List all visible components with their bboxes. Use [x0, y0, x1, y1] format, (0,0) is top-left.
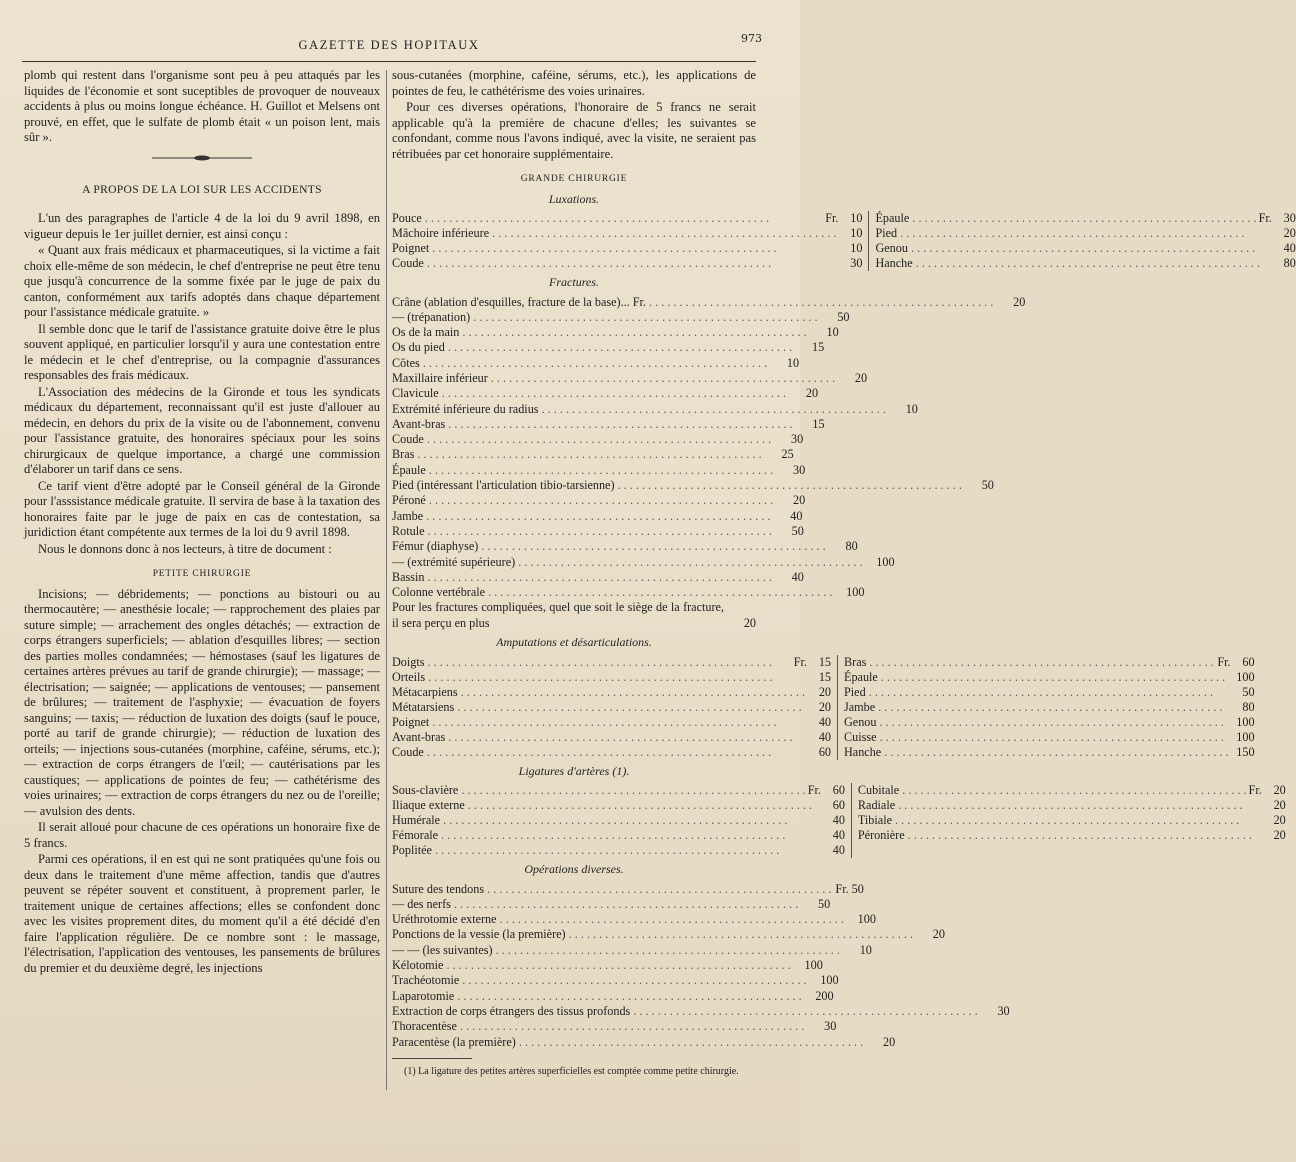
table-row [392, 355, 800, 371]
fractures-title: Fractures. [549, 275, 599, 289]
row-value: Fr. 50 [835, 881, 864, 896]
row-value: 10 [826, 325, 839, 340]
table-row [392, 340, 825, 355]
row-label: Péronière . . . [858, 828, 1260, 843]
row-label: Ponctions de la vessie (la première) . . . [392, 927, 913, 942]
paragraph: sous-cutanées (morphine, caféine, sérums, etc.), les applications de pointes de feu, le cathétérisme des voies urinaires. [392, 68, 756, 98]
row-value: 10 [786, 355, 800, 370]
ligatures-title: Ligatures d'artères (1). [518, 763, 630, 778]
row-label: Bassin . . . [392, 570, 772, 585]
row-label: Coude . . . [392, 256, 836, 271]
column-divider [386, 70, 387, 1090]
row-label: Laparotomie . . . [392, 989, 802, 1004]
row-value: 10 [859, 942, 872, 957]
row-unit: Fr. [1258, 211, 1272, 225]
row-label: Sous-clavière . . . [392, 783, 806, 798]
table-row [392, 585, 865, 600]
table-row [392, 386, 819, 401]
row-label: Fémorale . . . [392, 828, 819, 843]
table-row [392, 1003, 1010, 1019]
intro-paragraph: plomb qui restent dans l'organisme sont peu à peu attaqués par les liquides de l'économie et sont suceptibles de provoquer de nouveaux accidents à plus ou moins longue échéance. H. Guillot et Melsens ont prouvé, en effet, que le sulfate de plomb était « un poison lent, mais sûr ». [24, 68, 380, 144]
row-label: Pouce . . . [392, 211, 823, 226]
row-value: 60 [832, 783, 845, 798]
amputations-table [392, 654, 1255, 760]
row-label: Hanche . . . [875, 256, 1269, 271]
row-label: Tibiale . . . [858, 813, 1260, 828]
left-column [24, 68, 380, 977]
row-label: Poignet . . . [392, 241, 836, 256]
row-label: Os du pied . . . [392, 340, 792, 355]
row-value: 30 [824, 1019, 837, 1034]
row-label: Coude . . . [392, 745, 805, 760]
table-row [392, 988, 834, 1004]
row-unit: Fr. [1217, 654, 1231, 669]
journal-title: GAZETTE DES HOPITAUX [298, 38, 480, 52]
row-value: 40 [791, 569, 804, 584]
row-label: Mâchoire inférieure . . . [392, 226, 836, 241]
row-label: Rotule . . . [392, 524, 772, 539]
fractures-note: Pour les fractures compliquées, quel que soit le siège de la fracture, il sera perçu en plus [392, 600, 724, 630]
row-value: 20 [1013, 294, 1026, 309]
table-row [392, 462, 806, 478]
table-row [392, 813, 845, 828]
table-row [392, 478, 994, 493]
row-unit: Fr. [1248, 783, 1262, 798]
row-label: Bras . . . [844, 655, 1215, 670]
row-label: Bras . . . [392, 447, 762, 462]
row-label: — (extrémité supérieure) . . . [392, 555, 863, 570]
table-row [392, 569, 804, 585]
fractures-table [392, 294, 1026, 601]
table-row [844, 670, 1255, 685]
table-row [392, 783, 845, 798]
table-row [392, 493, 806, 508]
table-row [392, 828, 845, 843]
paragraph: L'un des paragraphes de l'article 4 de la loi du 9 avril 1898, en vigueur depuis le 1er juillet dernier, est ainsi conçu : [24, 211, 380, 241]
row-value: 60 [818, 744, 831, 759]
table-row [392, 256, 862, 271]
row-label: Doigts . . . [392, 655, 792, 670]
row-label: Iliaque externe . . . [392, 798, 819, 813]
row-value: 10 [850, 226, 863, 240]
row-value: 20 [882, 1034, 896, 1049]
row-value: 50 [837, 309, 850, 324]
row-label: Kélotomie . . . [392, 958, 791, 973]
table-row [392, 1034, 896, 1050]
table-row [392, 685, 831, 700]
row-label: Coude . . . [392, 432, 771, 447]
paragraph: Nous le donnons donc à nos lecteurs, à titre de document : [38, 541, 332, 556]
row-label: Thoracentèse . . . [392, 1019, 804, 1034]
row-label: Extrémité inférieure du radius . . . [392, 402, 886, 417]
row-unit: Fr. [793, 654, 807, 669]
grande-chirurgie-title: GRANDE CHIRURGIE [520, 174, 628, 184]
table-row [392, 745, 831, 760]
row-value: 30 [1283, 211, 1296, 225]
row-label: Extraction de corps étrangers des tissus profonds . . . [392, 1004, 978, 1019]
row-value: 50 [981, 478, 994, 493]
table-row [392, 554, 895, 570]
row-label: Genou . . . [875, 241, 1269, 256]
row-value: 20 [1273, 828, 1286, 843]
table-row [875, 241, 1295, 256]
row-label: — (trépanation) . . . [392, 310, 818, 325]
table-row [858, 783, 1286, 798]
row-value: 30 [997, 1003, 1010, 1018]
paragraph: Il semble donc que le tarif de l'assistance gratuite doive être le plus souvent appliqué, en particulier lorsqu'il y aura une contestation entre le médecin et le chef d'entreprise, ou la compagnie d'assurances responsables des frais médicaux. [24, 321, 380, 382]
table-row [392, 1019, 837, 1034]
row-label: Péroné . . . [392, 493, 773, 508]
row-label: Pied (intéressant l'articulation tibio-tarsienne) . . . [392, 478, 962, 493]
table-row [392, 655, 831, 670]
table-row [392, 447, 794, 462]
table-row [844, 655, 1255, 670]
row-value: 10 [905, 401, 918, 416]
table-row [392, 896, 831, 912]
row-value: 50 [791, 523, 804, 538]
row-value: 15 [818, 669, 831, 684]
paragraph: L'Association des médecins de la Gironde et tous les syndicats médicaux du département, reconnaissant qu'il est juste d'allouer au médecin, en dehors du prix de la visite ou de l'abonnement, convenu pour l'assistance gratuite, des honoraires spéciaux pour les soins chirurgicaux de quelque importance, a chargé une commission d'élaborer un tarif dans ce sens. [24, 384, 380, 476]
table-row [392, 942, 872, 958]
row-unit: Fr. [825, 211, 839, 225]
row-label: Jambe . . . [844, 700, 1229, 715]
table-row [392, 600, 756, 631]
row-label: Avant-bras . . . [392, 730, 805, 745]
row-value: 20 [932, 927, 945, 942]
row-label: Os de la main . . . [392, 325, 807, 340]
row-value: 40 [832, 843, 845, 858]
table-row [392, 432, 804, 447]
row-label: Humérale . . . [392, 813, 819, 828]
row-value: 100 [1236, 669, 1255, 684]
table-row [392, 798, 845, 813]
table-row [392, 523, 804, 539]
table-row [392, 416, 825, 432]
row-value: 30 [850, 256, 863, 270]
table-row [392, 715, 831, 730]
table-row [844, 685, 1255, 700]
table-row [392, 927, 945, 942]
row-value: 200 [815, 988, 834, 1003]
right-column [392, 68, 1296, 1078]
table-row [392, 226, 862, 241]
row-value: 25 [781, 447, 794, 462]
row-label: — des nerfs . . . [392, 897, 798, 912]
quote-paragraph: « Quant aux frais médicaux et pharmaceutiques, si la victime a fait choix elle-même de son médecin, le chef d'entreprise ne peut être tenu que jusqu'à concurrence de la somme fixée par le juge de paix du canton, conformément aux tarifs adoptés dans chaque département pour l'assistance médicale gratuite. » [24, 243, 380, 319]
table-row [392, 309, 850, 325]
row-value: 15 [812, 416, 825, 431]
table-row [875, 226, 1295, 241]
table-row [858, 813, 1286, 828]
paragraph: Incisions; — débridements; — ponctions au bistouri ou au thermocautère; — anesthésie locale; — rapprochement des plaies par suture simple; — arrachement des ongles détachés; — extraction de corps étrangers superficiels; — ablation d'esquilles libres; — section des parties molles condamnées; — hémostases (sauf les ligatures de certaines artères prévues au tarif de grande chirurgie); — massage; — électrisation; — saignée; — applications de ventouses; — pansement de brûlures; — traitement de l'asphyxie; — évacuation de foyers sanguins; — taxis; — réduction de luxation des doigts (sauf le pouce, porté au tarif de grande chirurgie); — réduction de luxation des orteils; — injections sous-cutanées (morphine, caféine, sérums, etc.); — extraction de corps étrangers de l'œil; — cautérisations par les caustiques; — applications de pointes de feu; — cathétérisme des voies urinaires; — extraction de corps étrangers du nez ou de l'oreille; — avulsion des dents. [24, 586, 380, 818]
row-label: Fémur (diaphyse) . . . [392, 539, 826, 554]
table-row [858, 828, 1286, 843]
row-label: Avant-bras . . . [392, 417, 793, 432]
row-value: 80 [1242, 699, 1255, 714]
row-value: 50 [818, 896, 831, 911]
row-label: Poignet . . . [392, 715, 805, 730]
row-label: Suture des tendons . . . [392, 882, 831, 897]
row-value: 150 [1236, 744, 1255, 759]
row-label: Cuisse . . . [844, 730, 1229, 745]
row-value: 10 [850, 241, 863, 255]
paragraph: Pour ces diverses opérations, l'honoraire de 5 francs ne serait applicable qu'à la première de chacune d'elles; les suivantes se confondant, comme nous l'avons indiqué, avec la visite, ne seraient pas rétribuées par cet honoraire supplémentaire. [392, 100, 756, 161]
fractures-note-value: 20 [743, 615, 756, 630]
paragraph: Ce tarif vient d'être adopté par le Conseil général de la Gironde pour l'asssistance médicale gratuite. Il servira de base à la taxation des honoraires faite par le juge de paix en cas de contestation, sa juridiction étant compétente aux termes de la loi du 9 avril 1898. [24, 478, 380, 539]
row-value: 60 [832, 798, 845, 813]
table-row [875, 256, 1295, 271]
table-row [392, 294, 1026, 310]
luxations-title: Luxations. [548, 191, 600, 206]
row-value: 20 [818, 699, 831, 714]
row-value: 40 [832, 813, 845, 828]
row-value: 10 [850, 211, 863, 225]
row-value: 100 [1236, 729, 1255, 744]
row-label: Orteils . . . [392, 670, 805, 685]
petite-chirurgie-title: PETITE CHIRURGIE [152, 569, 252, 579]
row-label: Jambe . . . [392, 509, 770, 524]
table-row [392, 881, 864, 897]
row-label: — — (les suivantes) . . . [392, 943, 840, 958]
row-value: 80 [845, 539, 858, 554]
row-value: 15 [811, 340, 825, 355]
row-value: 40 [790, 508, 803, 523]
paragraph: Parmi ces opérations, il en est qui ne sont pratiquées qu'une fois ou deux dans le traitement d'une même affection, tandis que d'autres peuvent se répéter souvent et constituent, à proprement parler, le traitement unique de certaines affections; elles se confondent donc avec les visites proprement dites, du moment qu'il a été décidé d'en faire l'application régulière. De ce nombre sont : le massage, l'électrisation, l'application des ventouses, les pansements de brûlures du premier et du deuxième degré, les injections [24, 852, 380, 975]
row-label: Genou . . . [844, 715, 1229, 730]
row-label: Métatarsiens . . . [392, 700, 805, 715]
amputations-title: Amputations et désarticulations. [496, 635, 652, 650]
operations-table [392, 881, 1010, 1050]
table-row [392, 325, 839, 340]
row-value: 50 [1242, 684, 1255, 699]
row-value: 15 [818, 654, 831, 669]
row-label: Crâne (ablation d'esquilles, fracture de la base)... Fr. . . . [392, 295, 993, 310]
row-label: Colonne vertébrale . . . [392, 585, 832, 600]
row-label: Trachéotomie . . . [392, 973, 807, 988]
table-row [392, 730, 831, 745]
footnote: (1) La ligature des petites artères superficielles est comptée comme petite chirurgie. [404, 1065, 739, 1077]
table-row [392, 958, 823, 973]
row-value: 40 [1283, 241, 1296, 255]
table-row [844, 745, 1255, 760]
table-row [392, 241, 862, 256]
row-value: 20 [1283, 226, 1296, 240]
table-row [844, 700, 1255, 715]
table-row [844, 715, 1255, 730]
row-value: 100 [857, 912, 876, 927]
section-title: A PROPOS DE LA LOI SUR LES ACCIDENTS [82, 182, 322, 196]
row-value: 100 [804, 958, 823, 973]
row-label: Poplitée . . . [392, 843, 819, 858]
row-value: 40 [818, 714, 831, 729]
row-value: 40 [832, 828, 845, 843]
row-label: Radiale . . . [858, 798, 1260, 813]
row-value: 40 [818, 729, 831, 744]
row-value: 20 [818, 684, 831, 699]
row-label: Pied . . . [875, 226, 1269, 241]
row-label: Métacarpiens . . . [392, 685, 805, 700]
row-value: 20 [1273, 798, 1286, 813]
table-row [844, 730, 1255, 745]
table-row [392, 912, 876, 927]
row-label: Épaule . . . [875, 211, 1256, 226]
row-label: Hanche . . . [844, 745, 1229, 760]
table-row [858, 798, 1286, 813]
row-value: 100 [846, 585, 865, 600]
table-row [392, 700, 831, 715]
page-number: 973 [741, 32, 762, 45]
table-row [392, 211, 862, 226]
row-label: Maxillaire inférieur . . . [392, 371, 835, 386]
ligatures-table [392, 783, 1286, 858]
footnote-rule [392, 1058, 472, 1059]
ornament-divider-icon [152, 154, 252, 162]
row-value: 30 [790, 432, 804, 447]
table-row [875, 211, 1295, 226]
row-label: Uréthrotomie externe . . . [392, 912, 844, 927]
table-row [392, 401, 918, 417]
table-row [392, 973, 839, 988]
table-row [392, 670, 831, 685]
row-value: 30 [793, 462, 806, 477]
row-label: Côtes . . . [392, 356, 767, 371]
row-value: 20 [1273, 813, 1286, 828]
row-label: Paracentèse (la première) . . . [392, 1035, 863, 1050]
row-value: 60 [1242, 654, 1255, 669]
row-value: 20 [1273, 783, 1286, 798]
table-row [392, 843, 845, 858]
row-value: 80 [1283, 256, 1296, 270]
row-label: Clavicule . . . [392, 386, 786, 401]
row-value: 100 [820, 973, 839, 988]
row-value: 100 [876, 554, 895, 569]
row-value: 20 [805, 386, 819, 401]
operations-title: Opérations diverses. [524, 862, 624, 877]
table-row [392, 539, 858, 554]
row-label: Pied . . . [844, 685, 1229, 700]
table-row [392, 370, 868, 386]
row-label: Épaule . . . [392, 463, 773, 478]
row-label: Épaule . . . [844, 670, 1229, 685]
row-label: Cubitale . . . [858, 783, 1247, 798]
page-header [22, 30, 762, 62]
row-value: 20 [793, 493, 806, 508]
row-value: 20 [854, 370, 868, 385]
row-unit: Fr. [807, 783, 821, 798]
table-row [392, 508, 803, 524]
row-value: 100 [1236, 714, 1255, 729]
luxations-table [392, 211, 1296, 271]
paragraph: Il serait alloué pour chacune de ces opérations un honoraire fixe de 5 francs. [24, 820, 380, 850]
